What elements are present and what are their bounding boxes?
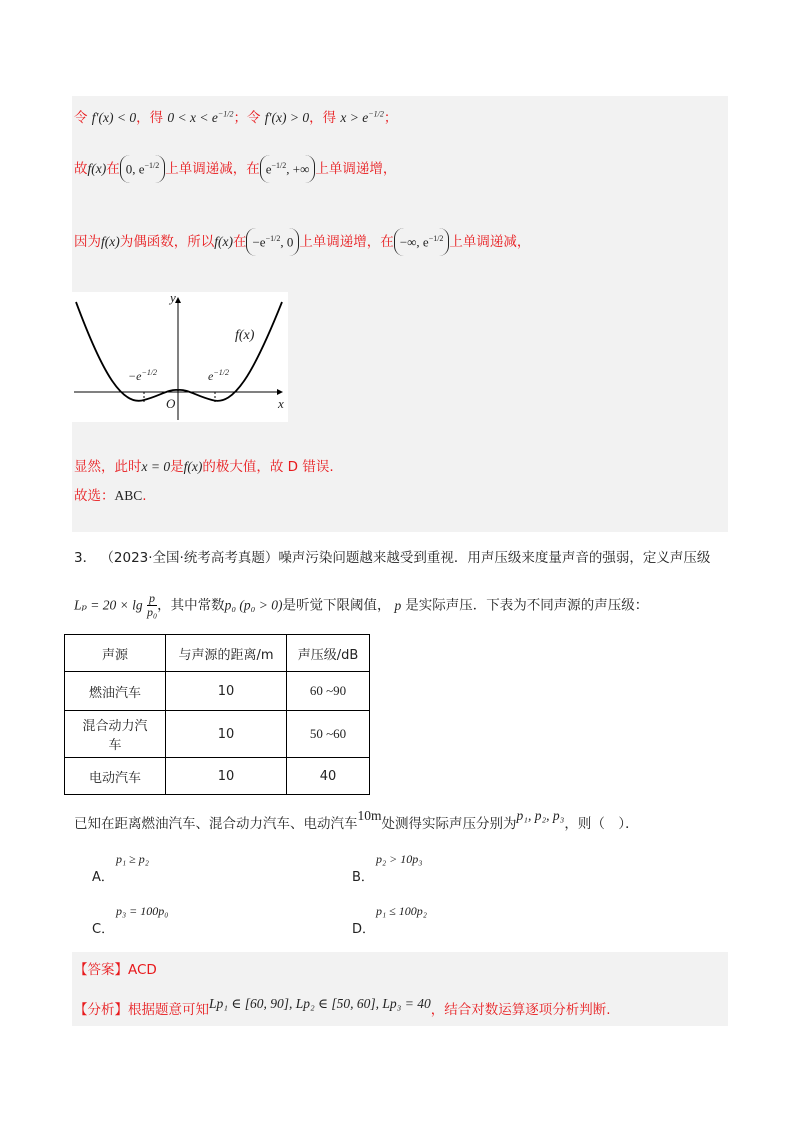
answer-value: ACD [128, 962, 157, 978]
option-c[interactable]: C． p₃ = 100p₀ [92, 904, 169, 937]
table-row: 混合动力汽车 10 50 ~60 [65, 711, 370, 758]
answer-tag: 【答案】 [74, 962, 128, 978]
function-graph-svg [72, 292, 288, 422]
option-d[interactable]: D． p₁ ≤ 100p₂ [352, 904, 427, 937]
question-3-header: 3． （2023·全国·统考高考真题）噪声污染问题越来越受到重视．用声压级来度量声音的强弱，定义声压级 [74, 550, 711, 566]
answer-line [74, 958, 157, 978]
curve [76, 302, 282, 401]
origin-label: O [166, 396, 176, 411]
table-header: 声源 [65, 635, 166, 672]
interval-increasing: $e^{-1/2}$, +∞ [260, 155, 316, 183]
solution-line-2: 故f(x)在 0, $e^{-1/2}$ 上单调递减，在 $e^{-1/2}$, +∞ 上单调递增， [74, 155, 396, 183]
function-graph [72, 292, 288, 422]
question-source: （2023·全国·统考高考真题） [100, 550, 279, 566]
table-row: 燃油汽车 10 60 ~90 [65, 672, 370, 711]
question-3-formula-line: Lₚ = 20 × lg $\frac{p}{\text{p₀}}$ ，其中常数p₀ (p₀ > 0)是听觉下限阈值， p 是实际声压．下表为不同声源的声压级： [74, 591, 649, 619]
interval-decreasing: 0, $e^{-1/2}$ [120, 155, 166, 183]
option-a[interactable]: A． p₁ ≥ p₂ [92, 852, 149, 885]
table-header: 与声源的距离/m [166, 635, 287, 672]
source-table [64, 634, 370, 795]
table-row: 电动汽车 10 40 [65, 758, 370, 795]
table-header-row [65, 635, 370, 672]
x-label: x [278, 396, 284, 411]
fx-label: f(x) [235, 328, 255, 343]
derivative-positive: f′(x) > 0 [264, 110, 310, 125]
solution-line-1: 令 f′(x) < 0，得 $0 < x < e^{-1/2}$；令 f′(x) > 0，得 $x > e^{-1/2}$； [74, 109, 398, 126]
analysis-math: Lp₁ ∈ [60, 90], Lp₂ ∈ [50, 60], Lp₃ = 40 [209, 996, 431, 1011]
option-b[interactable]: B． p₂ > 10p₃ [352, 852, 423, 885]
derivative-negative: f′(x) < 0 [91, 110, 137, 125]
interval-neg-decreasing: −∞, $e^{-1/2}$ [394, 228, 450, 256]
formula: Lₚ = 20 × lg [74, 597, 143, 613]
solution-line-5: 故选：ABC. [74, 488, 147, 504]
solution-line-4: 显然，此时x = 0是f(x)的极大值，故 D 错误. [74, 459, 334, 475]
analysis-line: 【分析】根据题意可知Lp₁ ∈ [60, 90], Lp₂ ∈ [50, 60], Lp₃ = 40，结合对数运算逐项分析判断. [74, 996, 611, 1018]
final-answer: ABC [114, 488, 143, 503]
y-label: y [170, 290, 176, 305]
interval-neg-increasing: $-e^{-1/2}$, 0 [246, 228, 299, 256]
neg-point-label: $-e^{-1/2}$ [128, 368, 158, 383]
pos-point-label: $e^{-1/2}$ [208, 368, 229, 383]
analysis-tag: 【分析】 [74, 1002, 128, 1018]
fraction: $\frac{p}{\text{p₀}}$ [146, 591, 158, 619]
question-number: 3． [74, 550, 97, 566]
solution-line-3: 因为f(x)为偶函数，所以f(x)在 $-e^{-1/2}$, 0 上单调递增，在 −∞, $e^{-1/2}$ 上单调递减， [74, 228, 530, 256]
question-3-stem-line-3: 已知在距离燃油汽车、混合动力汽车、电动汽车10m处测得实际声压分别为p₁, p₂, p₃，则（ ）． [74, 808, 639, 832]
table-header: 声压级/dB [287, 635, 370, 672]
